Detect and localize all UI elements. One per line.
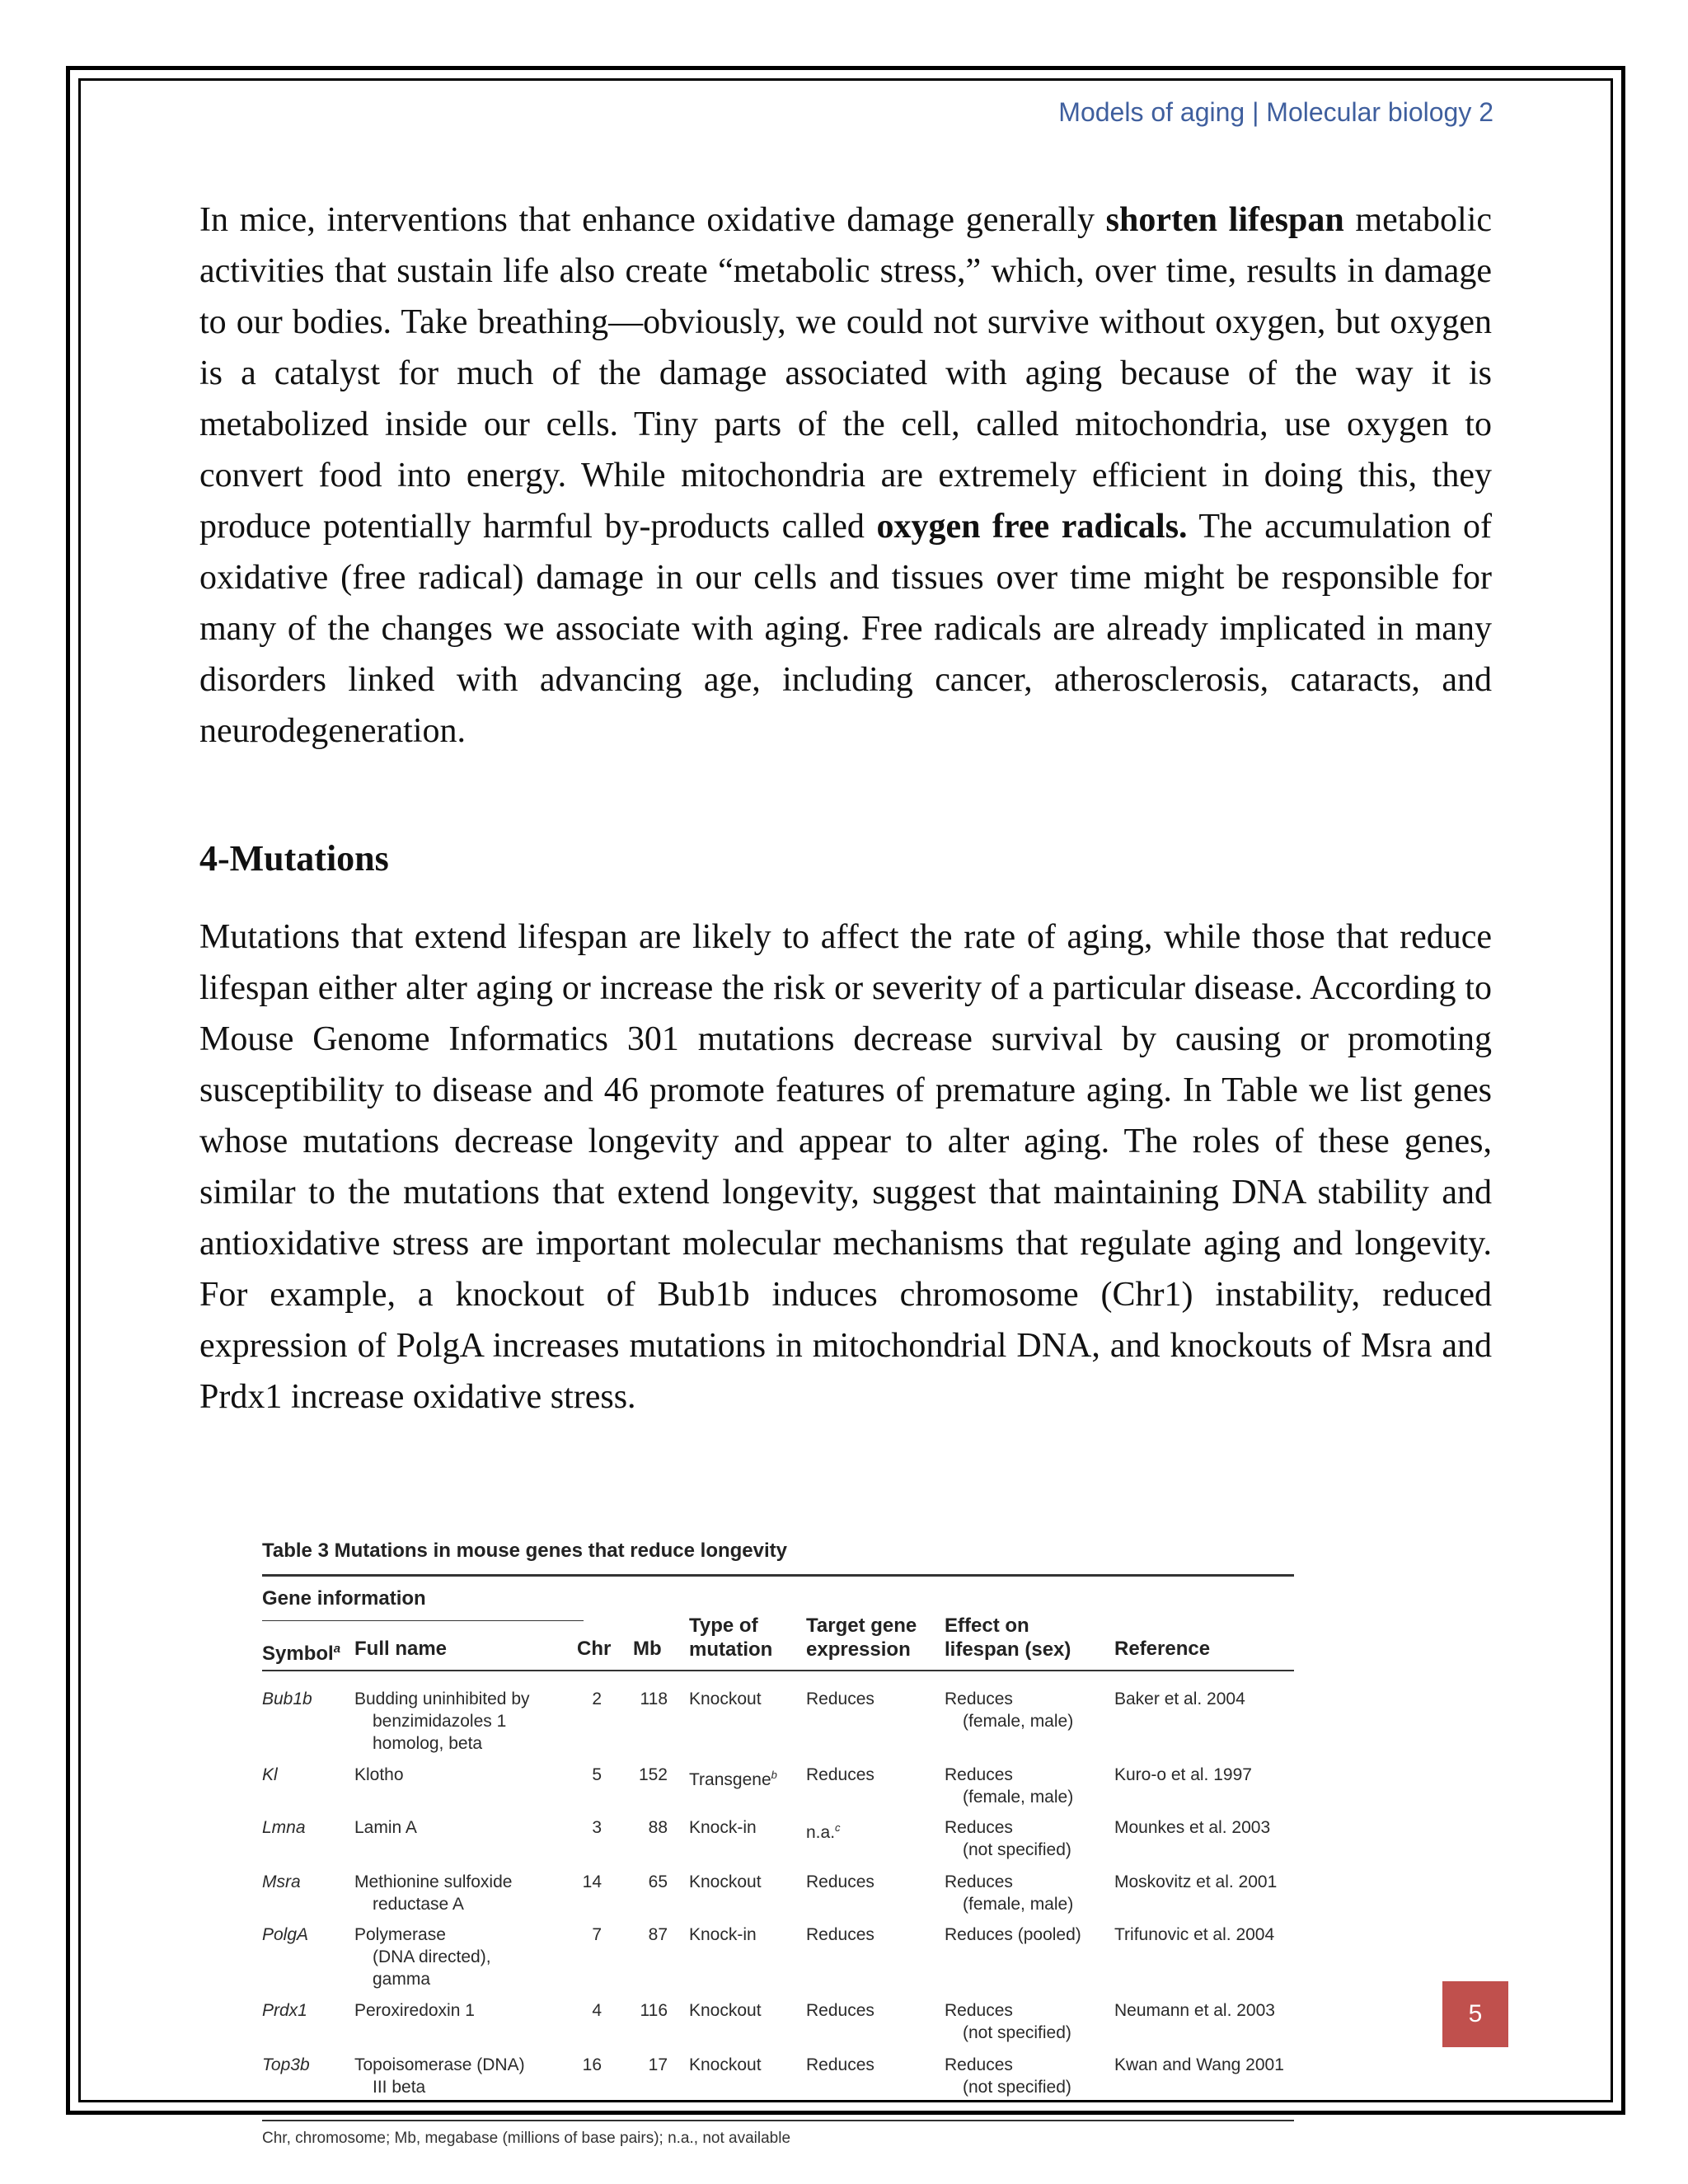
row-reference: Moskovitz et al. 2001: [1114, 1872, 1278, 1891]
row-full-name: Lamin A: [354, 1818, 417, 1837]
row-effect: Reduces (not specified): [945, 1818, 1071, 1859]
row-type: Knockout: [689, 1872, 762, 1891]
header-chr: Chr: [577, 1638, 612, 1660]
row-effect: Reduces (female, male): [945, 1690, 1074, 1731]
row-mb: 88: [648, 1818, 668, 1837]
row-effect: Reduces (pooled): [945, 1925, 1081, 1944]
row-mb: 118: [640, 1690, 668, 1708]
row-reference: Trifunovic et al. 2004: [1114, 1925, 1275, 1944]
row-target: Reduces: [806, 2055, 874, 2074]
header-symbol: Symbol$^a$: [262, 1642, 341, 1665]
row-target: Reduces: [806, 2001, 874, 2020]
paragraph-oxidative-damage: In mice, interventions that enhance oxidative damage generally shorten lifespan metabolic activities that sustain life also create “metabolic stress,” which, over time, results in damage to our bodies. Take breathing—obviously, we could not survive without oxygen, but oxygen is a catalyst for much of the damage associated with aging because of the way it is metabolized inside our cells. Tiny parts of the cell, called mitochondria, use oxygen to convert food into energy. While mitochondria are extremely efficient in doing this, they produce potentially harmful by-products called oxygen free radicals. The accumulation of oxidative (free radical) damage in our cells and tissues over time might be responsible for many of the changes we associate with aging. Free radicals are already implicated in many disorders linked with advancing age, including cancer, atherosclerosis, cataracts, and neurodegeneration.: [199, 201, 1492, 750]
row-chr: 4: [592, 2001, 602, 2020]
row-symbol: Top3b: [262, 2055, 310, 2074]
row-symbol: PolgA: [262, 1925, 309, 1944]
row-target: Reduces: [806, 1872, 874, 1891]
row-type: Knockout: [689, 2055, 762, 2074]
table-top-rule: [262, 1574, 1294, 1577]
row-type: Knock-in: [689, 1818, 757, 1837]
row-mb: 116: [640, 2001, 668, 2020]
row-mb: 87: [648, 1925, 668, 1944]
row-effect: Reduces (female, male): [945, 1872, 1074, 1914]
header-rule: [262, 1670, 1294, 1671]
row-effect: Reduces (not specified): [945, 2001, 1071, 2042]
header-full-name: Full name: [354, 1638, 448, 1660]
row-reference: Kuro-o et al. 1997: [1114, 1765, 1252, 1784]
row-effect: Reduces (female, male): [945, 1765, 1074, 1807]
row-symbol: Kl: [262, 1765, 278, 1784]
table-bottom-rule: [262, 2120, 1294, 2121]
table-group-header: Gene information: [262, 1587, 426, 1610]
row-mb: 65: [648, 1872, 668, 1891]
row-full-name: Peroxiredoxin 1: [354, 2001, 475, 2020]
row-chr: 3: [592, 1818, 602, 1837]
row-full-name: Budding uninhibited by benzimidazoles 1 homolog, beta: [354, 1690, 530, 1753]
row-full-name: Polymerase (DNA directed), gamma: [354, 1925, 491, 1989]
running-head: Models of aging | Molecular biology 2: [1058, 97, 1493, 127]
row-type: Knockout: [689, 1690, 762, 1708]
row-reference: Baker et al. 2004: [1114, 1690, 1245, 1708]
header-type: Type of mutation: [689, 1615, 773, 1661]
row-type: Knockout: [689, 2001, 762, 2020]
table-footnote: Chr, chromosome; Mb, megabase (millions of base pairs); n.a., not available: [262, 2130, 791, 2147]
row-target: Reduces: [806, 1925, 874, 1944]
row-mb: 17: [648, 2055, 668, 2074]
row-chr: 16: [582, 2055, 602, 2074]
row-mb: 152: [638, 1765, 668, 1784]
row-chr: 2: [592, 1690, 602, 1708]
row-reference: Neumann et al. 2003: [1114, 2001, 1275, 2020]
row-target: Reduces: [806, 1690, 874, 1708]
header-mb: Mb: [633, 1638, 662, 1660]
group-underline: [262, 1620, 584, 1621]
row-type: Knock-in: [689, 1925, 757, 1944]
paragraph-mutations: Mutations that extend lifespan are likely to affect the rate of aging, while those that reduce lifespan either alter aging or increase the risk or severity of a particular disease. According to Mouse Genome Informatics 301 mutations decrease survival by causing or promoting susceptibility to disease and 46 promote features of premature aging. In Table we list genes whose mutations decrease longevity and appear to alter aging. The roles of these genes, similar to the mutations that extend longevity, suggest that maintaining DNA stability and antioxidative stress are important molecular mechanisms that regulate aging and longevity. For example, a knockout of Bub1b induces chromosome (Chr1) instability, reduced expression of PolgA increases mutations in mitochondrial DNA, and knockouts of Msra and Prdx1 increase oxidative stress.: [199, 918, 1492, 1416]
row-symbol: Prdx1: [262, 2001, 307, 2020]
row-chr: 7: [592, 1925, 602, 1944]
row-reference: Kwan and Wang 2001: [1114, 2055, 1284, 2074]
table-title: Table 3 Mutations in mouse genes that reduce longevity: [262, 1540, 788, 1562]
row-symbol: Bub1b: [262, 1690, 312, 1708]
row-symbol: Msra: [262, 1872, 301, 1891]
header-target: Target gene expression: [806, 1615, 917, 1661]
row-target: Reduces: [806, 1765, 874, 1784]
table-figure: [247, 1533, 1352, 2159]
row-reference: Mounkes et al. 2003: [1114, 1818, 1271, 1837]
page-number-badge: 5: [1442, 1981, 1508, 2047]
row-target: n.a.$^c$: [806, 1821, 841, 1842]
section-heading-mutations: 4-Mutations: [199, 838, 389, 879]
row-full-name: Topoisomerase (DNA) III beta: [354, 2055, 525, 2097]
row-chr: 5: [592, 1765, 602, 1784]
row-symbol: Lmna: [262, 1818, 306, 1837]
row-effect: Reduces (not specified): [945, 2055, 1071, 2097]
row-type: Transgene$^b$: [689, 1769, 777, 1789]
header-reference: Reference: [1114, 1638, 1211, 1660]
header-effect: Effect on lifespan (sex): [945, 1615, 1071, 1661]
row-full-name: Klotho: [354, 1765, 404, 1784]
row-chr: 14: [582, 1872, 602, 1891]
row-full-name: Methionine sulfoxide reductase A: [354, 1872, 513, 1914]
